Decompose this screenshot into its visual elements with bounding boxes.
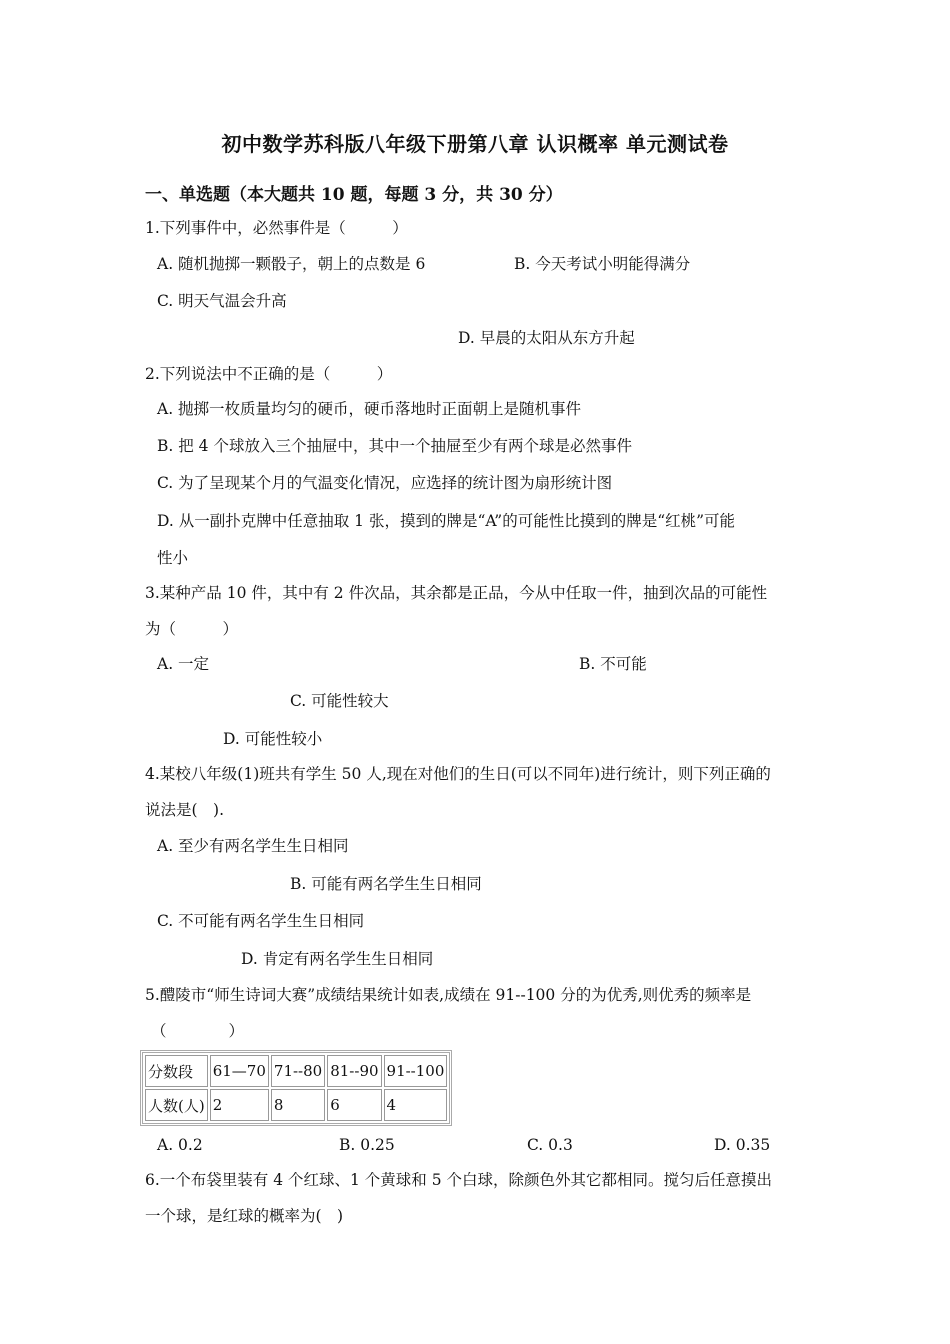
table-cell: 6 [327,1089,381,1121]
question-3-option-a: A. 一定 [157,655,210,673]
question-4-option-b: B. 可能有两名学生生日相同 [290,875,482,893]
question-4-stem: 4.某校八年级(1)班共有学生 50 人,现在对他们的生日(可以不同年)进行统计，则下列正确的 [145,765,771,783]
question-5-stem-cont: （ ） [151,1022,245,1040]
question-2-option-d: D. 从一副扑克牌中任意抽取 1 张，摸到的牌是“A”的可能性比摸到的牌是“红桃”可能 [157,512,736,530]
question-3-option-d: D. 可能性较小 [223,730,323,748]
table-cell: 2 [210,1089,269,1121]
table-cell: 61—70 [210,1055,269,1087]
question-5-stem: 5.醴陵市“师生诗词大赛”成绩结果统计如表,成绩在 91--100 分的为优秀,则优秀的频率是 [145,986,752,1004]
question-2-option-c: C. 为了呈现某个月的气温变化情况，应选择的统计图为扇形统计图 [157,474,613,492]
question-4-stem-cont: 说法是( ). [145,801,225,819]
table-cell: 71--80 [271,1055,325,1087]
question-2-option-b: B. 把 4 个球放入三个抽屉中，其中一个抽屉至少有两个球是必然事件 [157,437,632,455]
table-cell: 4 [384,1089,448,1121]
question-1-option-a: A. 随机抛掷一颗骰子，朝上的点数是 6 [157,255,426,273]
question-1-option-d: D. 早晨的太阳从东方升起 [458,329,635,347]
score-table [140,1050,452,1126]
section-heading: 一、单选题（本大题共 10 题，每题 3 分，共 30 分） [145,185,563,205]
table-row [145,1055,447,1087]
table-cell: 人数(人) [145,1089,208,1121]
question-2-stem: 2.下列说法中不正确的是（ ） [145,365,393,383]
question-6-stem: 6.一个布袋里装有 4 个红球、1 个黄球和 5 个白球，除颜色外其它都相同。搅匀后任意摸出 [145,1171,773,1189]
question-5-option-d: D. 0.35 [714,1136,771,1154]
question-3-option-c: C. 可能性较大 [290,692,389,710]
question-2-option-a: A. 抛掷一枚质量均匀的硬币，硬币落地时正面朝上是随机事件 [157,400,582,418]
question-5-option-a: A. 0.2 [157,1136,203,1154]
question-4-option-a: A. 至少有两名学生生日相同 [157,837,349,855]
table-cell: 91--100 [384,1055,448,1087]
table-row [145,1089,447,1121]
question-3-option-b: B. 不可能 [579,655,647,673]
table-cell: 分数段 [145,1055,208,1087]
question-1-stem: 1.下列事件中，必然事件是（ ） [145,219,408,237]
question-1-option-c: C. 明天气温会升高 [157,292,287,310]
table-cell: 81--90 [327,1055,381,1087]
question-4-option-d: D. 肯定有两名学生生日相同 [241,950,434,968]
table-cell: 8 [271,1089,325,1121]
question-1-option-b: B. 今天考试小明能得满分 [514,255,691,273]
question-5-option-b: B. 0.25 [339,1136,395,1154]
question-5-option-c: C. 0.3 [527,1136,573,1154]
question-3-stem: 3.某种产品 10 件，其中有 2 件次品，其余都是正品，今从中任取一件，抽到次品的可能性 [145,584,768,602]
question-2-option-d-cont: 性小 [157,549,189,567]
page-title: 初中数学苏科版八年级下册第八章 认识概率 单元测试卷 [221,132,729,156]
question-6-stem-cont: 一个球，是红球的概率为( ) [145,1207,344,1225]
question-3-stem-cont: 为（ ） [145,620,239,638]
question-4-option-c: C. 不可能有两名学生生日相同 [157,912,365,930]
